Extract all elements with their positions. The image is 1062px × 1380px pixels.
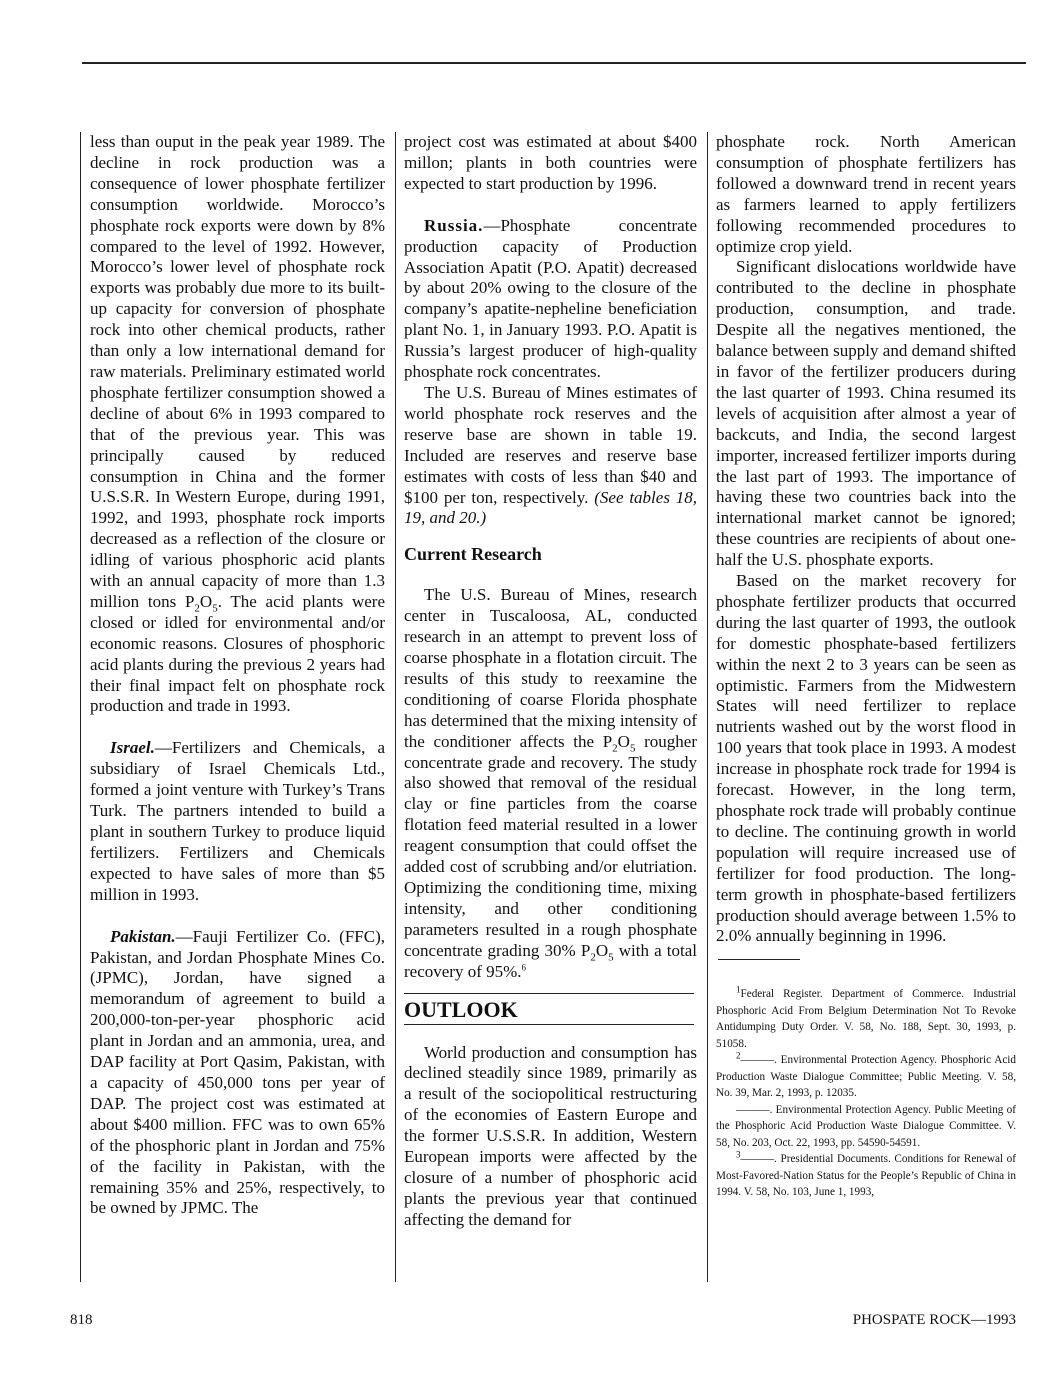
heading-current-research: Current Research	[404, 544, 542, 565]
column-2	[404, 132, 697, 1231]
paragraph-outlook: World production and consumption has declined steadily since 1989, primarily as a result of the sociopolitical restructuring of the economies of Eastern Europe and the former U.S.S.R. In addition, Western European imports were affected by the closure of a number of phosphoric acid plants the previous year that continued affecting the demand for	[404, 1042, 697, 1229]
column-rule-middle-2	[707, 132, 708, 1282]
subhead-russia: Russia.	[424, 215, 484, 235]
running-title: PHOSPATE ROCK—1993	[852, 1312, 1016, 1328]
paragraph-dislocations: Significant dislocations worldwide have contributed to the decline in phosphate production, consumption, and trade. Despite all the negatives mentioned, the balance between supply and demand shifted in favor of the fertilizer producers during the last quarter of 1993. China resumed its levels of acquisition after almost a year of backcuts, and India, the second largest importer, increased fertilizer imports during the last part of 1993. The importance of having these two countries back into the international market cannot be ignored; these countries are recipients of about one-half the U.S. phosphate exports.	[716, 257, 1016, 570]
page-number: 818	[70, 1312, 93, 1328]
footnote-3: $^3$———. Presidential Documents. Conditions for Renewal of Most-Favored-Nation Status for the People’s Republic of China in 1994. V. 58, No. 103, June 1, 1993,	[716, 1149, 1016, 1199]
paragraph-pakistan: Pakistan.—Fauji Fertilizer Co. (FFC), Pakistan, and Jordan Phosphate Mines Co. (JPMC), Jordan, have signed a memorandum of agreement to build a 200,000-ton-per-year phosphoric acid plant in Jordan and an ammonia, urea, and DAP facility at Port Qasim, Pakistan, with a capacity of 450,000 tons per year of DAP. The project cost was estimated at about $400 million. FFC was to own 65% of the phosphoric plant in Jordan and 75% of the facility in Pakistan, with the remaining 35% and 25%, respectively, to be owned by JPMC. The	[90, 926, 385, 1218]
paragraph-russia: Russia.—Phosphate concentrate production capacity of Production Association Apatit (P.O. Apatit) decreased by about 20% owing to the closure of the company’s apatite-nepheline beneficiation plant No. 1, in January 1993. P.O. Apatit is Russia’s largest producer of high-quality phosphate rock concentrates.	[404, 215, 697, 382]
paragraph-morocco: less than ouput in the peak year 1989. The decline in rock production was a consequence of lower phosphate fertilizer consumption worldwide. Morocco’s phosphate rock exports were down by 8% compared to the level of 1992. However, Morocco’s lower level of phosphate rock exports was probably due more to its built-up capacity for conversion of phosphate rock into other chemical products, rather than only a low international demand for raw materials. Preliminary estimated world phosphate fertilizer consumption showed a decline of about 6% in 1993 compared to that of the previous year. This was principally caused by reduced consumption in China and the former U.S.S.R. In Western Europe, during 1991, 1992, and 1993, phosphate rock imports decreased as a reflection of the closure or idling of various phosphoric acid plants with an annual capacity of more than 1.3 million tons $P_2O_5$. The acid plants were closed or idled for environmental and/or economic reasons. Closures of phosphoric acid plants during the previous 2 years had their final impact felt on phosphate rock production and trade in 1993.	[90, 132, 385, 716]
footnote-1: $^1$Federal Register. Department of Commerce. Industrial Phosphoric Acid From Belgium Determination Not To Revoke Antidumping Duty Order. V. 58, No. 188, Sept. 30, 1993, p. 51058.	[716, 984, 1016, 1050]
column-3	[716, 132, 1016, 1201]
paragraph-reserves: The U.S. Bureau of Mines estimates of world phosphate rock reserves and the reserve base are shown in table 19. Included are reserves and reserve base estimates with costs of less than $40 and $100 per ton, respectively. (See tables 18, 19, and 20.)	[404, 382, 697, 528]
paragraph-research: The U.S. Bureau of Mines, research center in Tuscaloosa, AL, conducted research in an attempt to prevent loss of coarse phosphate in a flotation circuit. The results of this study to reexamine the conditioning of coarse Florida phosphate has determined that the mixing intensity of the conditioner affects the $P_2O_5$ rougher concentrate grade and recovery. The study also showed that removal of the residual clay or fine particles from the coarse flotation feed material resulted in a lower reagent consumption that could offset the added cost of scrubbing and/or elutriation. Optimizing the conditioning time, mixing intensity, and other conditioning parameters resulted in a rough phosphate concentrate grading 30% $P_2O_5$ with a total recovery of 95%.$^6$	[404, 585, 697, 981]
paragraph-market-recovery: Based on the market recovery for phosphate fertilizer products that occurred during the last quarter of 1993, the outlook for domestic phosphate-based fertilizers within the next 2 to 3 years can be seen as optimistic. Farmers from the Midwestern States will need fertilizer to replace nutrients washed out by the worst flood in 100 years that took place in 1993. A modest increase in phosphate rock trade for 1994 is forecast. However, in the long term, phosphate rock trade will probably continue to decline. The continuing growth in world population will require increased use of fertilizer for food production. The long-term growth in phosphate-based fertilizers production should average between 1.5% to 2.0% annually beginning in 1996.	[716, 571, 1016, 946]
subhead-pakistan: Pakistan.	[110, 926, 176, 946]
subhead-israel: Israel.	[110, 738, 155, 758]
footnote-rule	[718, 959, 800, 960]
paragraph-north-america: phosphate rock. North American consumption of phosphate fertilizers has followed a downward trend in recent years as farmers learned to apply fertilizers following recommended procedures to optimize crop yield.	[716, 132, 1016, 256]
column-rule-left	[80, 132, 81, 1282]
footnote-ref: 6	[521, 961, 527, 972]
column-1	[90, 132, 385, 1219]
heading-outlook: OUTLOOK	[404, 994, 694, 1025]
footnote-2b: ———. Environmental Protection Agency. Public Meeting of the Phosphoric Acid Production Waste Dialogue Committee. V. 58, No. 203, Oct. 22, 1993, pp. 54590-54591.	[716, 1103, 1016, 1149]
column-rule-middle-1	[395, 132, 396, 1282]
paragraph-israel: Israel.—Fertilizers and Chemicals, a subsidiary of Israel Chemicals Ltd., formed a joint venture with Turkey’s Trans Turk. The partners intended to build a plant in southern Turkey to produce liquid fertilizers. Fertilizers and Chemicals expected to have sales of more than $5 million in 1993.	[90, 738, 385, 904]
footnote-2: $^2$———. Environmental Protection Agency. Phosphoric Acid Production Waste Dialogue Committee; Public Meeting. V. 58, No. 39, Mar. 2, 1993, p. 12035.	[716, 1050, 1016, 1100]
table-reference: (See tables 18, 19, and 20.)	[404, 487, 697, 528]
paragraph-project-cost: project cost was estimated at about $400 millon; plants in both countries were expected to start production by 1996.	[404, 132, 697, 193]
top-rule	[82, 62, 1026, 64]
